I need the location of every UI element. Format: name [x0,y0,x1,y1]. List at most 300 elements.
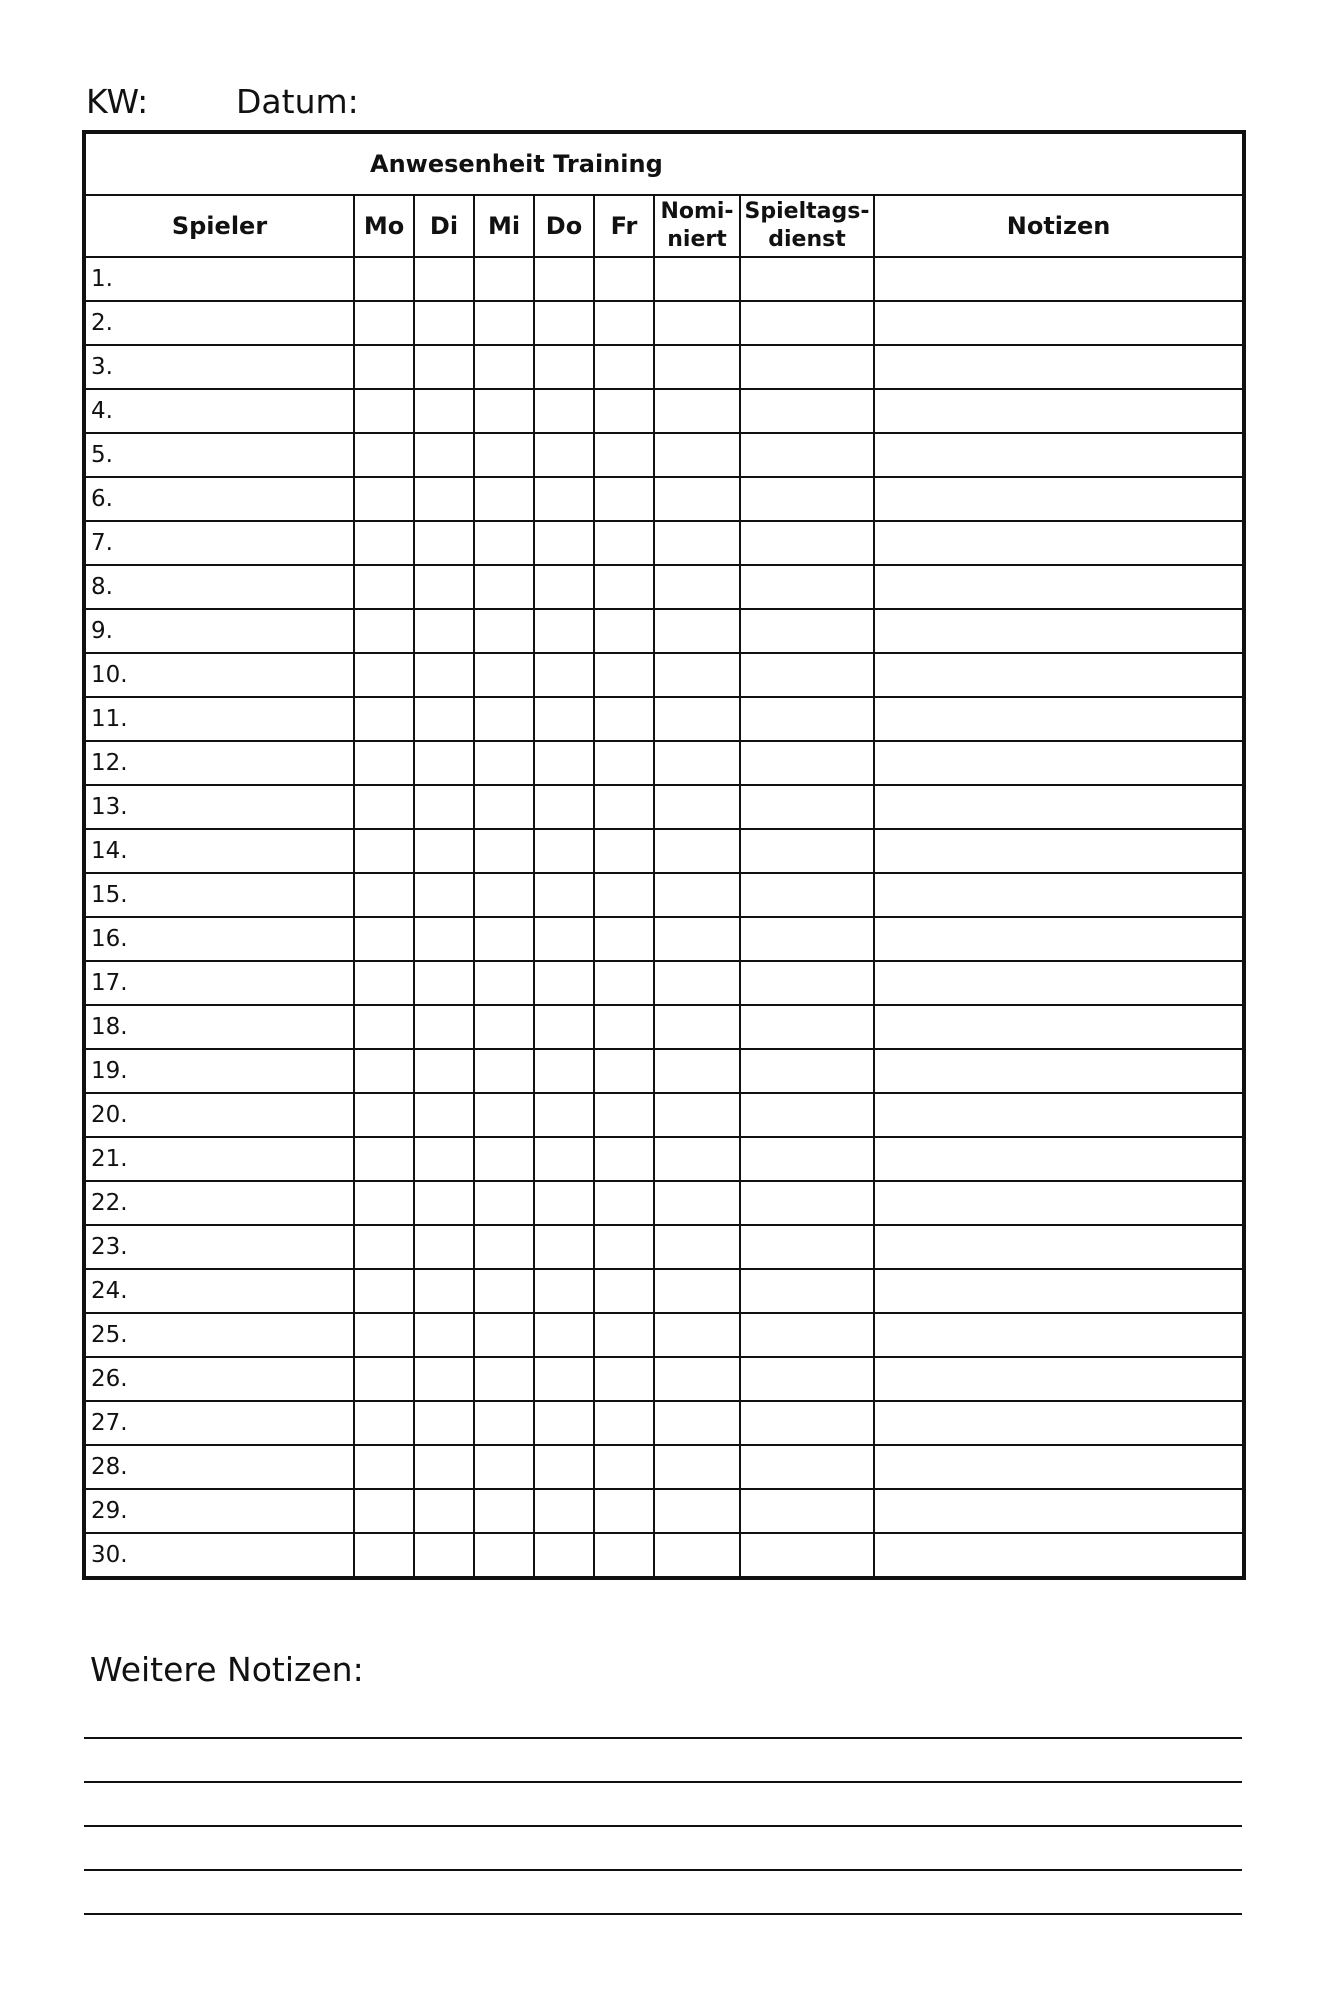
table-cell [874,697,1244,741]
table-row [84,1049,1244,1093]
table-cell [354,653,414,697]
table-cell [534,1225,594,1269]
table-cell [594,1005,654,1049]
table-cell [414,1049,474,1093]
player-number-cell: 3. [84,345,354,389]
table-cell [534,521,594,565]
table-cell [874,301,1244,345]
table-cell [474,1005,534,1049]
table-cell [740,697,874,741]
table-cell [594,653,654,697]
table-cell [354,1269,414,1313]
table-cell [740,1533,874,1578]
table-cell [874,1489,1244,1533]
player-number-cell: 27. [84,1401,354,1445]
table-cell [534,653,594,697]
table-row [84,521,1244,565]
table-cell [474,1093,534,1137]
player-number-cell: 18. [84,1005,354,1049]
column-header-row [84,195,1244,257]
player-number-cell: 6. [84,477,354,521]
table-cell [474,521,534,565]
table-row [84,1225,1244,1269]
table-cell [740,1401,874,1445]
table-cell [534,565,594,609]
table-cell [654,1049,740,1093]
table-cell [414,961,474,1005]
player-number-cell: 5. [84,433,354,477]
table-cell [534,301,594,345]
player-number-cell: 14. [84,829,354,873]
table-cell [740,1313,874,1357]
table-cell [654,521,740,565]
table-cell [414,1225,474,1269]
table-cell [534,829,594,873]
table-cell [414,741,474,785]
table-cell [874,961,1244,1005]
table-cell [874,1269,1244,1313]
note-line [84,1913,1242,1915]
table-cell [740,1357,874,1401]
table-cell [414,257,474,301]
table-cell [594,1489,654,1533]
table-cell [354,1093,414,1137]
table-cell [594,1225,654,1269]
table-cell [654,565,740,609]
table-cell [474,1533,534,1578]
table-cell [474,477,534,521]
table-cell [740,433,874,477]
player-number-cell: 4. [84,389,354,433]
table-cell [414,1181,474,1225]
table-cell [740,1269,874,1313]
table-cell [874,257,1244,301]
table-cell [654,1533,740,1578]
table-cell [594,609,654,653]
table-cell [654,301,740,345]
table-cell [414,1137,474,1181]
table-cell [654,1137,740,1181]
table-cell [534,697,594,741]
table-cell [354,697,414,741]
table-cell [740,873,874,917]
table-cell [594,917,654,961]
table-cell [474,785,534,829]
table-cell [740,785,874,829]
table-cell [354,1005,414,1049]
player-number-cell: 25. [84,1313,354,1357]
table-cell [874,433,1244,477]
table-cell [474,257,534,301]
table-cell [740,741,874,785]
table-row [84,565,1244,609]
table-cell [874,521,1244,565]
table-cell [534,1049,594,1093]
table-cell [534,1357,594,1401]
table-cell [594,785,654,829]
table-cell [874,1533,1244,1578]
table-cell [654,653,740,697]
table-cell [594,433,654,477]
table-cell [474,389,534,433]
table-cell [474,697,534,741]
player-number-cell: 24. [84,1269,354,1313]
table-cell [654,917,740,961]
table-cell [740,829,874,873]
table-cell [534,1137,594,1181]
table-cell [354,1225,414,1269]
player-number-cell: 8. [84,565,354,609]
header-notizen: Notizen [874,195,1244,257]
table-cell [654,1445,740,1489]
note-line [84,1781,1242,1783]
table-row [84,917,1244,961]
kw-label: KW: [86,82,149,121]
table-cell [874,609,1244,653]
table-cell [594,1269,654,1313]
table-cell [594,1181,654,1225]
table-cell [874,1225,1244,1269]
table-cell [474,961,534,1005]
table-cell [534,1313,594,1357]
table-cell [594,1093,654,1137]
table-cell [740,565,874,609]
header-nominiert: Nomi- niert [654,195,740,257]
table-cell [594,521,654,565]
note-line [84,1825,1242,1827]
table-cell [654,785,740,829]
table-cell [534,917,594,961]
table-cell [354,389,414,433]
table-cell [414,1313,474,1357]
table-cell [354,829,414,873]
table-cell [414,1005,474,1049]
table-row [84,1533,1244,1578]
table-cell [354,345,414,389]
table-cell [474,653,534,697]
player-number-cell: 26. [84,1357,354,1401]
table-cell [354,741,414,785]
table-cell [654,1401,740,1445]
table-row [84,389,1244,433]
table-cell [594,1401,654,1445]
table-row [84,301,1244,345]
header-mo: Mo [354,195,414,257]
table-cell [474,1445,534,1489]
table-cell [414,785,474,829]
table-cell [654,389,740,433]
table-cell [534,433,594,477]
table-cell [654,345,740,389]
table-cell [594,829,654,873]
table-cell [414,1489,474,1533]
table-cell [534,785,594,829]
header-do: Do [534,195,594,257]
table-cell [740,345,874,389]
table-cell [740,1049,874,1093]
table-row [84,1357,1244,1401]
table-cell [534,961,594,1005]
table-cell [474,345,534,389]
table-cell [874,345,1244,389]
table-cell [874,785,1244,829]
player-number-cell: 7. [84,521,354,565]
table-cell [534,257,594,301]
table-cell [474,917,534,961]
table-cell [654,829,740,873]
table-cell [654,961,740,1005]
table-cell [594,1137,654,1181]
table-cell [740,1489,874,1533]
table-cell [474,829,534,873]
player-number-cell: 12. [84,741,354,785]
table-cell [354,1137,414,1181]
table-cell [474,1313,534,1357]
table-cell [654,1313,740,1357]
table-cell [654,257,740,301]
table-cell [740,653,874,697]
table-cell [474,1181,534,1225]
table-cell [474,1489,534,1533]
table-row [84,697,1244,741]
table-cell [474,609,534,653]
table-cell [414,433,474,477]
table-cell [414,873,474,917]
table-row [84,1269,1244,1313]
table-cell [354,521,414,565]
table-cell [874,477,1244,521]
table-cell [414,1445,474,1489]
table-cell [354,785,414,829]
table-cell [354,1313,414,1357]
table-cell [474,301,534,345]
player-number-cell: 29. [84,1489,354,1533]
table-row [84,1489,1244,1533]
table-cell [354,433,414,477]
table-cell [740,961,874,1005]
player-number-cell: 23. [84,1225,354,1269]
table-cell [654,1225,740,1269]
table-cell [594,301,654,345]
table-cell [740,477,874,521]
player-number-cell: 20. [84,1093,354,1137]
table-row [84,1005,1244,1049]
player-number-cell: 11. [84,697,354,741]
table-cell [534,609,594,653]
table-cell [354,1401,414,1445]
table-cell [474,1269,534,1313]
table-row [84,1181,1244,1225]
table-cell [594,477,654,521]
player-number-cell: 10. [84,653,354,697]
table-cell [474,1357,534,1401]
table-cell [474,1137,534,1181]
table-row [84,873,1244,917]
table-cell [654,1181,740,1225]
table-cell [474,741,534,785]
table-cell [654,1093,740,1137]
table-cell [874,829,1244,873]
table-cell [414,389,474,433]
table-cell [874,1137,1244,1181]
table-cell [414,345,474,389]
table-cell [354,1445,414,1489]
attendance-table [82,130,1246,1580]
table-row [84,477,1244,521]
table-row [84,257,1244,301]
table-cell [354,1489,414,1533]
table-cell [414,653,474,697]
table-cell [354,1049,414,1093]
table-cell [740,521,874,565]
player-number-cell: 28. [84,1445,354,1489]
table-cell [740,1445,874,1489]
table-cell [414,829,474,873]
table-cell [654,1005,740,1049]
table-cell [594,873,654,917]
table-cell [474,565,534,609]
player-number-cell: 2. [84,301,354,345]
table-cell [534,389,594,433]
table-cell [534,1401,594,1445]
player-number-cell: 17. [84,961,354,1005]
header-di: Di [414,195,474,257]
player-number-cell: 16. [84,917,354,961]
table-cell [740,1005,874,1049]
table-cell [594,345,654,389]
table-row [84,1313,1244,1357]
player-number-cell: 15. [84,873,354,917]
table-cell [474,873,534,917]
player-number-cell: 22. [84,1181,354,1225]
table-cell [534,741,594,785]
table-cell [740,1181,874,1225]
table-cell [654,873,740,917]
table-row [84,609,1244,653]
table-cell [740,609,874,653]
table-cell [874,1049,1244,1093]
table-cell [414,477,474,521]
table-cell [874,873,1244,917]
table-cell [594,257,654,301]
table-cell [874,1313,1244,1357]
table-cell [414,301,474,345]
table-cell [740,1137,874,1181]
player-number-cell: 30. [84,1533,354,1578]
table-cell [414,697,474,741]
note-line [84,1869,1242,1871]
table-cell [474,1401,534,1445]
table-cell [414,1401,474,1445]
table-cell [740,301,874,345]
table-cell [354,257,414,301]
table-cell [594,697,654,741]
table-cell [740,389,874,433]
table-cell [354,477,414,521]
table-cell [874,1357,1244,1401]
table-cell [474,1049,534,1093]
table-cell [534,1093,594,1137]
table-cell [874,653,1244,697]
datum-label: Datum: [236,82,359,121]
table-cell [654,1357,740,1401]
table-cell [874,1093,1244,1137]
table-cell [740,917,874,961]
table-row [84,1445,1244,1489]
table-cell [594,1533,654,1578]
table-cell [654,477,740,521]
table-cell [874,1401,1244,1445]
table-cell [594,1049,654,1093]
table-cell [740,1225,874,1269]
table-row [84,785,1244,829]
table-cell [874,565,1244,609]
header-mi: Mi [474,195,534,257]
header-spieler: Spieler [84,195,354,257]
header-fr: Fr [594,195,654,257]
table-cell [654,433,740,477]
table-cell [654,697,740,741]
table-cell [414,1533,474,1578]
table-cell [474,1225,534,1269]
table-cell [594,1313,654,1357]
table-cell [654,1269,740,1313]
header-spieltagsdienst: Spieltags- dienst [740,195,874,257]
player-number-cell: 19. [84,1049,354,1093]
table-cell [534,873,594,917]
table-cell [474,433,534,477]
table-cell [354,1357,414,1401]
table-cell [594,1357,654,1401]
table-cell [414,1357,474,1401]
table-cell [594,961,654,1005]
table-row [84,653,1244,697]
table-row [84,741,1244,785]
table-cell [740,1093,874,1137]
table-cell [354,1533,414,1578]
table-cell [414,609,474,653]
table-cell [534,1181,594,1225]
table-cell [414,1269,474,1313]
table-cell [534,1533,594,1578]
table-cell [414,1093,474,1137]
table-row [84,1093,1244,1137]
table-cell [354,565,414,609]
table-cell [654,609,740,653]
table-cell [594,565,654,609]
table-cell [354,961,414,1005]
table-cell [874,389,1244,433]
table-cell [654,1489,740,1533]
table-cell [594,389,654,433]
table-cell [874,741,1244,785]
table-cell [534,345,594,389]
player-number-cell: 21. [84,1137,354,1181]
table-cell [534,1269,594,1313]
table-row [84,1401,1244,1445]
table-cell [354,301,414,345]
table-cell [874,1181,1244,1225]
player-number-cell: 1. [84,257,354,301]
table-cell [354,873,414,917]
table-cell [740,257,874,301]
table-cell [534,1005,594,1049]
table-cell [534,1445,594,1489]
table-cell [594,741,654,785]
player-number-cell: 9. [84,609,354,653]
table-cell [594,1445,654,1489]
note-line [84,1737,1242,1739]
